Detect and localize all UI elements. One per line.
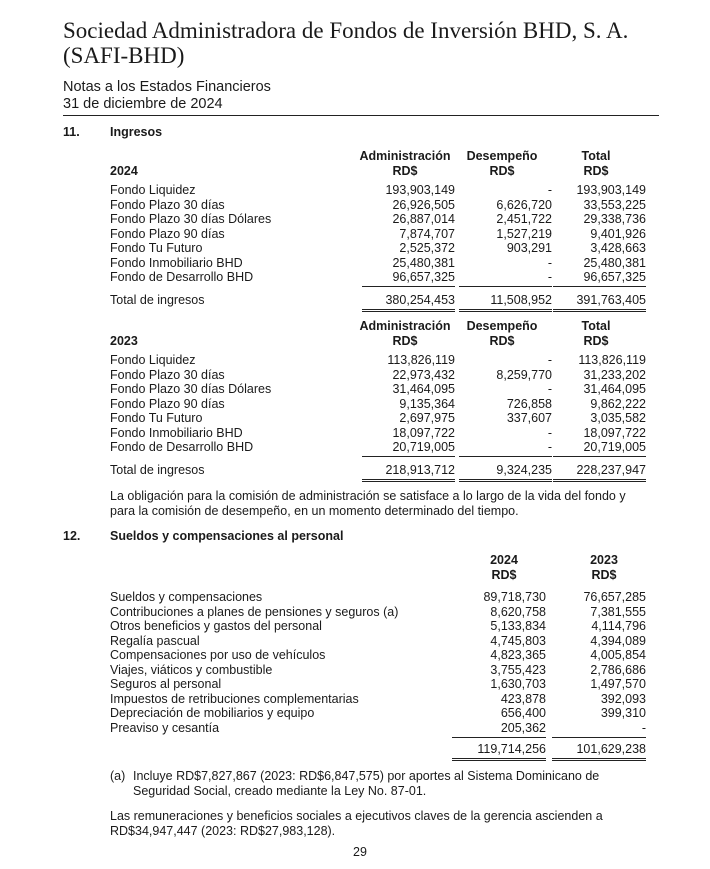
row-value: 89,718,730: [483, 590, 546, 604]
row-value: 1,527,219: [496, 226, 552, 241]
footnote-line2: Seguridad Social, creado mediante la Ley No. 87-01.: [133, 784, 427, 798]
note-11-paragraph-line2: para la comisión de desempeño, en un momento determinado del tiempo.: [110, 504, 519, 518]
column-unit: RD$: [583, 164, 609, 178]
note-11-number: 11.: [63, 125, 80, 139]
total-double-underline: [452, 758, 546, 761]
column-header: Desempeño: [466, 149, 538, 163]
total-value: 11,508,952: [490, 292, 552, 307]
row-label: Fondo Inmobiliario BHD: [110, 255, 243, 270]
row-label: Otros beneficios y gastos del personal: [110, 619, 322, 633]
row-value: 31,464,095: [392, 382, 455, 396]
row-value: 1,630,703: [490, 677, 546, 691]
column-unit: RD$: [489, 334, 515, 348]
year-label: 2023: [110, 334, 138, 348]
row-value: -: [547, 382, 552, 396]
row-value: 22,973,432: [392, 367, 455, 382]
column-unit: RD$: [583, 334, 609, 348]
row-value: 8,620,758: [490, 604, 546, 619]
row-label: Fondo Plazo 90 días: [110, 226, 225, 241]
row-value: 25,480,381: [392, 255, 455, 270]
note-11-paragraph-line1: La obligación para la comisión de administración se satisface a lo largo de la vida del fondo y: [110, 489, 626, 503]
row-value: 9,862,222: [590, 396, 646, 411]
total-value: 9,324,235: [496, 462, 552, 477]
row-label: Fondo Liquidez: [110, 183, 196, 197]
row-value: 18,097,722: [583, 425, 646, 440]
page-number: 29: [353, 845, 367, 859]
header-divider: [63, 115, 659, 116]
row-value: 18,097,722: [392, 425, 455, 440]
row-value: 193,903,149: [385, 183, 455, 197]
row-label: Fondo Plazo 30 días Dólares: [110, 382, 272, 396]
column-unit: RD$: [489, 164, 515, 178]
subtotal-underline: [553, 286, 646, 287]
year-label: 2024: [110, 164, 138, 178]
note-12-title: Sueldos y compensaciones al personal: [110, 529, 344, 543]
row-value: 2,786,686: [590, 662, 646, 677]
row-value: 113,826,119: [578, 353, 646, 367]
subtotal-underline: [362, 286, 455, 287]
row-label: Fondo de Desarrollo BHD: [110, 440, 254, 454]
row-label: Fondo Plazo 90 días: [110, 396, 225, 411]
column-unit: RD$: [591, 568, 617, 582]
row-value: 726,858: [506, 396, 552, 411]
row-label: Fondo de Desarrollo BHD: [110, 270, 254, 284]
closing-line1: Las remuneraciones y beneficios sociales a ejecutivos claves de la gerencia ascienden a: [110, 809, 603, 823]
row-value: 399,310: [600, 706, 646, 720]
row-value: -: [641, 720, 646, 735]
row-value: 3,428,663: [590, 241, 646, 255]
row-value: 656,400: [500, 706, 546, 720]
row-value: 3,755,423: [490, 662, 546, 677]
statement-date: 31 de diciembre de 2024: [63, 96, 223, 112]
row-label: Fondo Plazo 30 días: [110, 367, 225, 382]
row-value: 31,233,202: [583, 367, 646, 382]
row-label: Fondo Plazo 30 días Dólares: [110, 212, 272, 226]
column-header: Desempeño: [466, 319, 538, 333]
row-value: 8,259,770: [496, 367, 552, 382]
row-value: 903,291: [506, 241, 552, 255]
row-label: Viajes, viáticos y combustible: [110, 662, 273, 677]
row-value: 20,719,005: [392, 440, 455, 454]
row-value: 113,826,119: [387, 353, 455, 367]
total-double-underline: [553, 479, 646, 482]
note-11-paragraph: [110, 489, 650, 519]
total-value: 119,714,256: [477, 742, 546, 756]
row-label: Fondo Tu Futuro: [110, 241, 203, 255]
row-value: 4,114,796: [591, 619, 646, 633]
row-value: -: [547, 270, 552, 284]
row-value: 193,903,149: [576, 183, 646, 197]
footnote-line1: Incluye RD$7,827,867 (2023: RD$6,847,575) por aportes al Sistema Dominicano de: [133, 769, 600, 783]
note-11-title: Ingresos: [110, 125, 163, 139]
row-label: Seguros al personal: [110, 677, 222, 691]
subtotal-underline: [452, 737, 546, 738]
row-value: 392,093: [600, 691, 646, 706]
row-value: 20,719,005: [583, 440, 646, 454]
total-value: 380,254,453: [385, 292, 455, 307]
row-value: -: [547, 425, 552, 440]
row-value: 7,381,555: [590, 604, 646, 619]
subtotal-underline: [552, 737, 646, 738]
row-label: Compensaciones por uso de vehículos: [110, 648, 326, 662]
statement-subtitle: Notas a los Estados Financieros: [63, 79, 271, 95]
subtotal-underline: [553, 456, 646, 457]
total-label: Total de ingresos: [110, 462, 205, 477]
row-value: 26,926,505: [392, 197, 455, 212]
subtotal-underline: [459, 456, 552, 457]
row-value: 9,135,364: [399, 396, 455, 411]
total-double-underline: [362, 309, 455, 312]
company-name-line1: Sociedad Administradora de Fondos de Inversión BHD, S. A.: [63, 18, 629, 43]
row-label: Fondo Inmobiliario BHD: [110, 425, 243, 440]
row-value: -: [547, 255, 552, 270]
note-12-number: 12.: [63, 529, 81, 543]
row-value: 76,657,285: [583, 590, 646, 604]
total-value: 218,913,712: [385, 462, 455, 477]
column-header: Administración: [359, 319, 451, 333]
column-year: 2024: [490, 553, 518, 567]
company-name-line2: (SAFI-BHD): [63, 43, 185, 68]
total-double-underline: [553, 309, 646, 312]
row-value: -: [547, 183, 552, 197]
row-label: Fondo Plazo 30 días: [110, 197, 225, 212]
total-value: 228,237,947: [576, 462, 646, 477]
row-value: 7,874,707: [399, 226, 455, 241]
total-double-underline: [459, 309, 552, 312]
row-label: Fondo Tu Futuro: [110, 411, 203, 425]
total-value: 101,629,238: [576, 742, 646, 756]
row-value: 26,887,014: [392, 212, 455, 226]
row-value: 4,005,854: [590, 648, 646, 662]
row-value: 1,497,570: [590, 677, 646, 691]
row-value: 6,626,720: [496, 197, 552, 212]
row-value: -: [547, 353, 552, 367]
row-value: 96,657,325: [392, 270, 455, 284]
row-label: Contribuciones a planes de pensiones y seguros (a): [110, 604, 399, 619]
row-label: Sueldos y compensaciones: [110, 590, 263, 604]
row-label: Fondo Liquidez: [110, 353, 196, 367]
column-unit: RD$: [392, 334, 418, 348]
row-value: 205,362: [500, 720, 546, 735]
row-value: 29,338,736: [583, 212, 646, 226]
row-label: Regalía pascual: [110, 633, 200, 648]
row-value: -: [547, 440, 552, 454]
subtotal-underline: [362, 456, 455, 457]
row-value: 2,697,975: [399, 411, 455, 425]
row-label: Depreciación de mobiliarios y equipo: [110, 706, 315, 720]
row-value: 2,525,372: [399, 241, 455, 255]
row-value: 337,607: [506, 411, 552, 425]
subtotal-underline: [459, 286, 552, 287]
total-double-underline: [362, 479, 455, 482]
column-unit: RD$: [491, 568, 517, 582]
row-value: 4,823,365: [490, 648, 546, 662]
column-year: 2023: [590, 553, 618, 567]
row-value: 4,394,089: [590, 633, 646, 648]
total-double-underline: [459, 479, 552, 482]
footnote-marker: (a): [110, 769, 126, 783]
row-value: 3,035,582: [590, 411, 646, 425]
column-header: Total: [581, 319, 611, 333]
row-value: 5,133,834: [490, 619, 546, 633]
row-value: 4,745,803: [490, 633, 546, 648]
column-header: Total: [581, 149, 611, 163]
total-value: 391,763,405: [576, 292, 646, 307]
row-value: 423,878: [500, 691, 546, 706]
row-value: 96,657,325: [583, 270, 646, 284]
column-unit: RD$: [392, 164, 418, 178]
closing-line2: RD$34,947,447 (2023: RD$27,983,128).: [110, 824, 336, 838]
row-value: 31,464,095: [583, 382, 646, 396]
total-label: Total de ingresos: [110, 292, 205, 307]
row-value: 2,451,722: [496, 212, 552, 226]
row-value: 33,553,225: [583, 197, 646, 212]
column-header: Administración: [359, 149, 451, 163]
row-value: 9,401,926: [590, 226, 646, 241]
row-label: Preaviso y cesantía: [110, 720, 220, 735]
row-value: 25,480,381: [583, 255, 646, 270]
row-label: Impuestos de retribuciones complementarias: [110, 691, 359, 706]
company-name: [63, 18, 663, 68]
total-double-underline: [552, 758, 646, 761]
